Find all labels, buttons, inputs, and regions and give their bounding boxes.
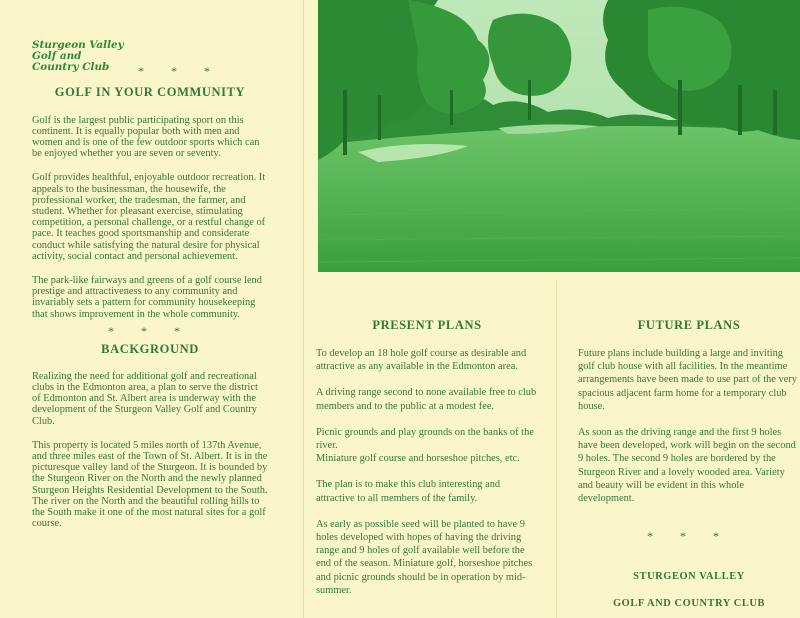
ornament-stars: * * * [138,63,222,78]
closing-line-2: GOLF AND COUNTRY CLUB [612,598,766,610]
fold-line-left [303,0,304,618]
present-plans-panel [316,318,538,597]
future-paragraph-2: As soon as the driving range and the first 9 holes have been developed, work will begin on the second 9 holes. The second 9 holes are bordered by the Sturgeon River and a lovely wooded area. Variety and beauty will be evident in this whole development. [578,427,796,505]
closing-line-1: STURGEON VALLEY [633,571,745,583]
future-plans-panel [578,318,800,611]
community-heading: GOLF IN YOUR COMMUNITY [54,84,246,99]
present-plans-heading: PRESENT PLANS [372,318,482,332]
background-paragraph-1: Realizing the need for additional golf and recreational clubs in the Edmonton area, a plan to serve the district of Edmonton and St. Albert area is underway with the development of the Sturgeon Valley Golf and Country Club. [32,370,258,427]
golf-course-photo [318,0,800,272]
logo-line-2: Golf and [32,50,82,63]
present-paragraph-3: Picnic grounds and play grounds on the banks of the river. [316,426,534,452]
future-paragraph-1: Future plans include building a large and inviting golf club house with all facilities. In the meantime arrangements have been made to use part of the very spacious adjacent farm home for a temporary club house. [578,348,797,412]
ornament-stars: * * * [647,529,731,544]
future-plans-heading: FUTURE PLANS [637,318,741,332]
community-paragraph-3: The park-like fairways and greens of a golf course lend prestige and attractiveness to any community and invariably sets a pattern for community housekeeping that shows improvement in the whole community. [32,275,262,320]
present-paragraph-3b: Miniature golf course and horseshoe pitches, etc. [316,453,520,465]
present-paragraph-5: As early as possible seed will be planted to have 9 holes developed with hopes of having the driving range and 9 holes of golf available well before the end of the season. Miniature golf, horseshoe pitches and picnic grounds should be in operation by mid-summer. [316,518,533,596]
present-paragraph-4: The plan is to make this club interesting and attractive to all members of the family. [316,479,501,504]
background-paragraph-2: This property is located 5 miles north of 137th Avenue, and three miles east of the Town of St. Albert. It is in the picturesque valley land of the Sturgeon. It is bounded by the Sturgeon River on the North and the newly planned Sturgeon Heights Residential Development to the South. The river on the North and the beautiful rolling hills to the South make it one of the most natural sites for a golf course. [32,439,268,530]
present-paragraph-1: To develop an 18 hole golf course as desirable and attractive as any available in the Edmonton area. [316,348,527,373]
community-paragraph-2: Golf provides healthful, enjoyable outdoor recreation. It appeals to the businessman, the housewife, the professional worker, the tradesman, the farmer, and student. Whether for pleasant exercise, stimulating competition, a personal challenge, or a restful change of pace. It teaches good sportsmanship and considerate conduct while satisfying the natural desire for physical activity, social contact and personal achievement. [32,172,266,262]
ornament-stars: * * * [108,323,192,338]
present-paragraph-2: A driving range second to none available free to club members and to the public at a modest fee. [316,387,537,412]
background-heading: BACKGROUND [101,341,199,356]
logo-line-3: Country Club [32,61,110,74]
logo-line-1: Sturgeon Valley [32,39,124,51]
left-panel [32,40,268,530]
fold-line-right [556,280,557,618]
community-paragraph-1: Golf is the largest public participating sport on this continent. It is equally popular both with men and women and is one of the few outdoor sports which can be enjoyed whether you are seven or seventy. [32,114,260,160]
